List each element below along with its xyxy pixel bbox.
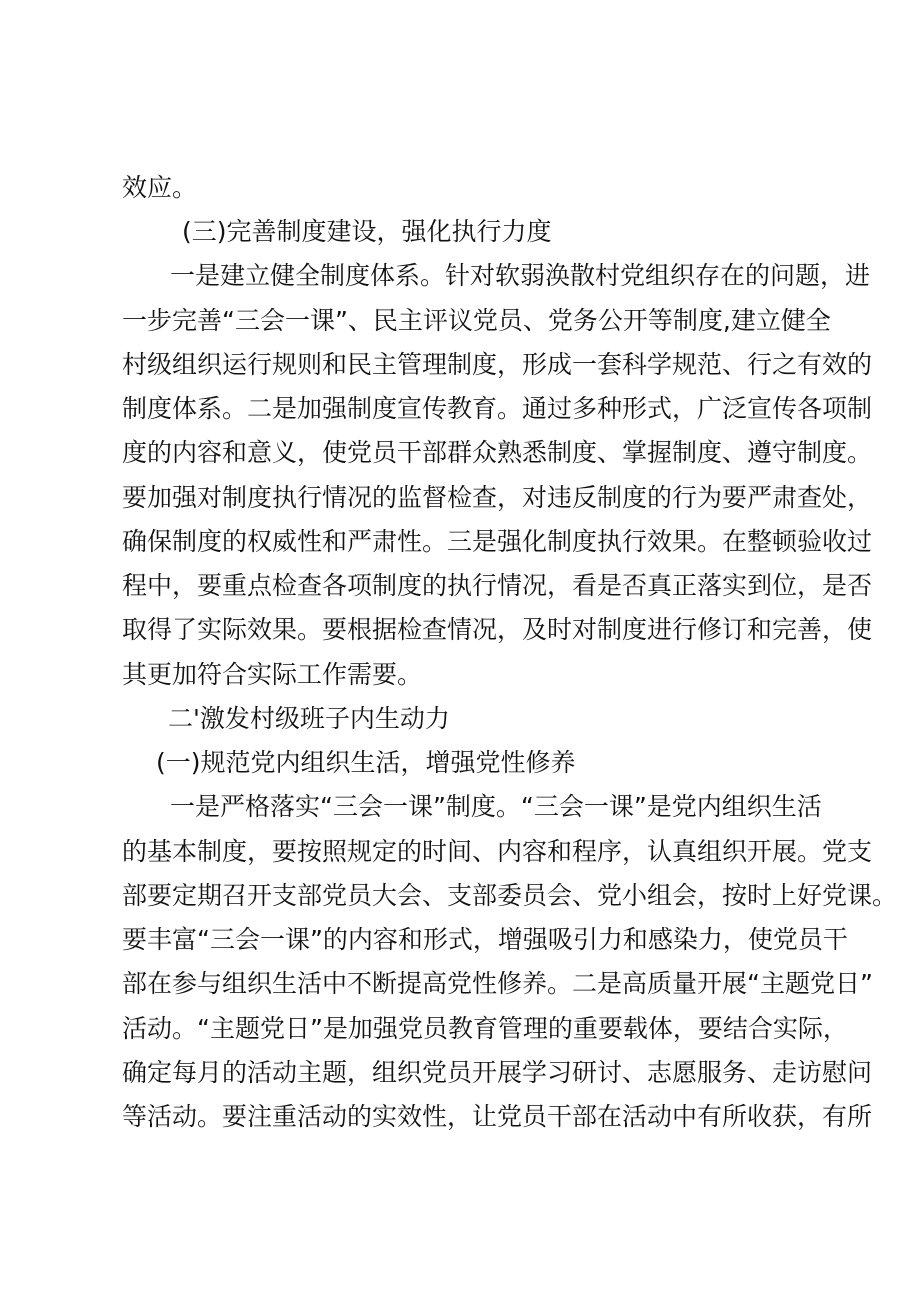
paragraph-line: 程中，要重点检查各项制度的执行情况，看是否真正落实到位，是否 (122, 571, 873, 600)
paragraph-line: 要丰富“三会一课”的内容和形式，增强吸引力和感染力，使党员干 (122, 925, 848, 954)
paragraph-line: 制度体系。二是加强制度宣传教育。通过多种形式，广泛宣传各项制 (122, 394, 873, 423)
paragraph-line: 其更加符合实际工作需要。 (122, 660, 423, 689)
paragraph-line: 一是严格落实“三会一课”制度。“三会一课”是党内组织生活 (170, 792, 822, 821)
paragraph-line: 取得了实际效果。要根据检查情况，及时对制度进行修订和完善，使 (122, 615, 873, 644)
paragraph-line: 确定每月的活动主题，组织党员开展学习研讨、志愿服务、走访慰问 (122, 1058, 873, 1087)
paragraph-line: 一步完善“三会一课”、民主评议党员、党务公开等制度,建立健全 (122, 306, 831, 335)
section-heading: (三)完善制度建设，强化执行力度 (182, 217, 552, 246)
subsection-heading: (一)规范党内组织生活，增强党性修养 (156, 748, 576, 777)
paragraph-line: 村级组织运行规则和民主管理制度，形成一套科学规范、行之有效的 (122, 350, 873, 379)
paragraph-line: 的基本制度，要按照规定的时间、内容和程序，认真组织开展。党支 (122, 837, 873, 866)
paragraph-line: 要加强对制度执行情况的监督检查，对违反制度的行为要严肃查处， (122, 483, 873, 512)
text-line: 效应。 (122, 173, 198, 202)
paragraph-line: 活动。“主题党日”是加强党员教育管理的重要载体，要结合实际， (122, 1014, 848, 1043)
paragraph-line: 部在参与组织生活中不断提高党性修养。二是高质量开展“主题党日” (122, 969, 873, 998)
paragraph-line: 部要定期召开支部党员大会、支部委员会、党小组会，按时上好党课。 (122, 881, 898, 910)
paragraph-line: 度的内容和意义，使党员干部群众熟悉制度、掌握制度、遵守制度。 (122, 438, 873, 467)
section-heading: 二'激发村级班子内生动力 (168, 704, 450, 733)
paragraph-line: 确保制度的权威性和严肃性。三是强化制度执行效果。在整顿验收过 (122, 527, 873, 556)
paragraph-line: 一是建立健全制度体系。针对软弱涣散村党组织存在的问题，进 (170, 261, 871, 290)
paragraph-line: 等活动。要注重活动的实效性，让党员干部在活动中有所收获，有所 (122, 1102, 873, 1131)
